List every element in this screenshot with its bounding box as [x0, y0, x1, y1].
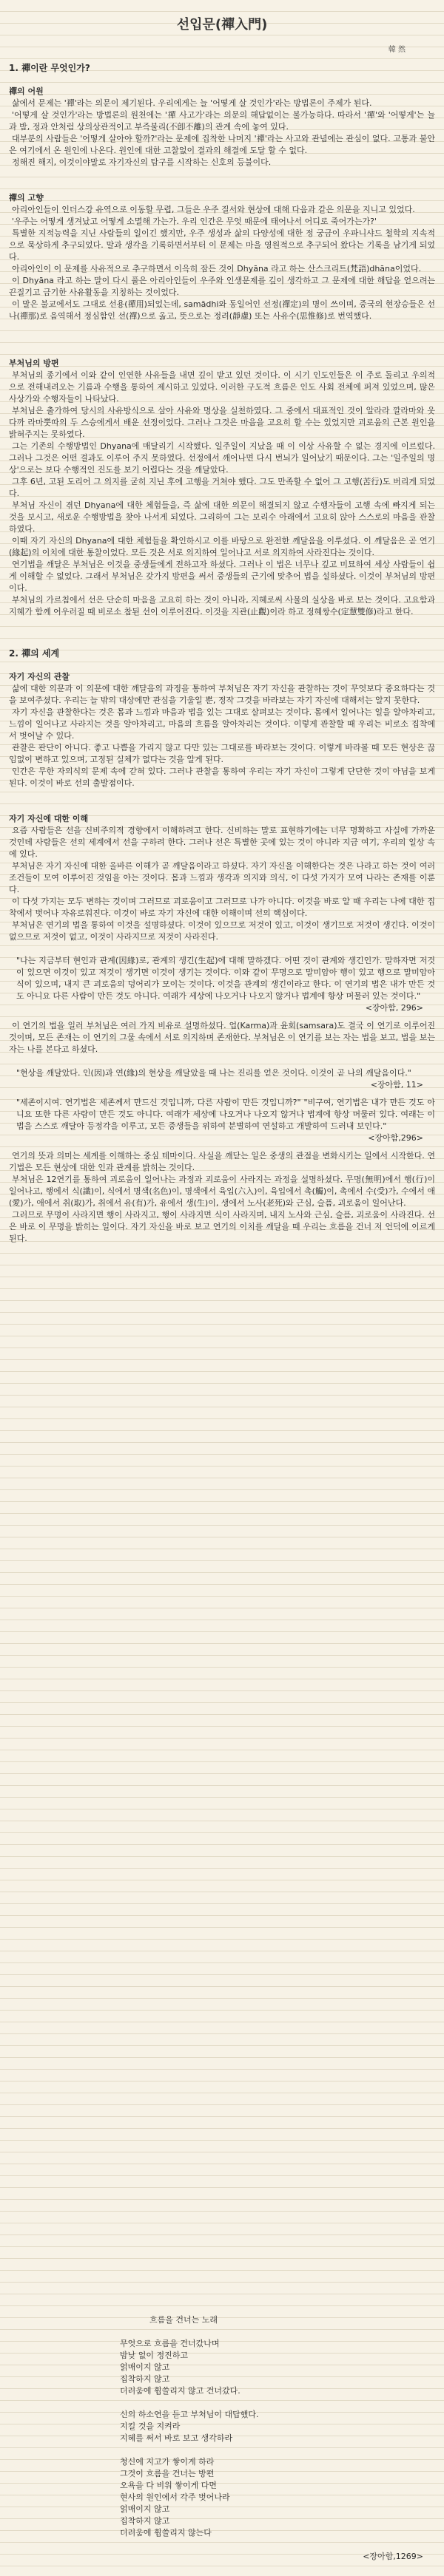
subsection-heading: 禪의 고향 — [9, 193, 44, 203]
paragraph: 그는 기존의 수행방법인 Dhyana에 매달리기 시작했다. 일주일이 지났을 때 이 이상 사유할 수 없는 경지에 이르렀다. 그러나 그것은 어떤 결과도 이루어 주지 못하였다. 선정에서 깨어나면 다시 번뇌가 일어났기 때문이다. 그는 '일주일의 명상'으로는 보다 수행적인 진도를 보기 어렵다는 것을 깨달았다. — [9, 441, 435, 475]
paragraph: 삶에 대한 의문과 이 의문에 대한 깨달음의 과정을 통하여 부처님은 자기 자신을 관찰하는 것이 무엇보다 중요하다는 것을 보여주셨다. 우리는 늘 밖의 대상에만 관심을 기울일 뿐, 정작 그것을 바라보는 자기 자신에 대해서는 알지 못한다. — [9, 684, 435, 705]
sutra-quote — [9, 1067, 435, 1079]
poem-line: 그것이 흐름을 건너는 방편 — [120, 2469, 215, 2478]
poem-line: 지혜를 써서 바로 보고 생각하라 — [120, 2433, 233, 2443]
poem-line: 더러움에 휩쓸리지 않는다 — [120, 2528, 212, 2538]
paragraph: 부처님은 출가하여 당시의 사유방식으로 삼아 사유와 명상을 실천하였다. 그 중에서 대표적인 것이 알라라 깔라마와 웃다까 라마뿟따의 두 스승에게서 배운 선정이었다. 그러나 그것은 마음을 고요히 할 수는 있었지만 괴로움의 근본 원인을 밝혀주지는 못하였다. — [9, 406, 435, 439]
poem-line: 오욕을 다 비워 쌓이게 다면 — [120, 2481, 217, 2490]
poem-line: 더러움에 휩쓸리지 않고 건너갔다. — [120, 2386, 240, 2396]
section-heading-2: 2. 禪의 세계 — [9, 648, 60, 659]
paragraph: 부처님의 가르침에서 선은 단순히 마음을 고요히 하는 것이 아니라, 지혜로써 사물의 실상을 바로 보는 것이다. 고요함과 지혜가 함께 어우러질 때 비로소 참된 선이 이루어진다. 이것을 지관(止觀)이라 하고 정혜쌍수(定慧雙修)라고 한다. — [9, 595, 435, 616]
poem-line: 밤낮 없이 정진하고 — [120, 2351, 189, 2360]
document-title: 선입문(禪入門) — [176, 17, 268, 33]
paragraph: 연기의 뜻과 의미는 세계를 이해하는 중심 테마이다. 사실을 깨닫는 일은 중생의 관점을 변화시키는 일에서 시작한다. 연기법은 모든 현상에 대한 인과 관계를 밝히는 것이다. — [9, 1151, 435, 1172]
poem-line: 무엇으로 흐름을 건너갔나며 — [120, 2339, 220, 2348]
poem-line: 얽매이지 않고 — [120, 2362, 170, 2372]
paragraph: 부처님은 자기 자신에 대한 올바른 이해가 곧 깨달음이라고 하셨다. 자기 자신을 이해한다는 것은 나라고 하는 것이 여러 조건들이 모여 이루어진 것임을 아는 것이다. 몸과 느낌과 생각과 의지와 의식, 이 다섯 가지가 모여 나라는 존재를 이룬다. — [9, 861, 435, 894]
poem-line: 지킬 것을 지켜라 — [120, 2422, 181, 2431]
paragraph: 이 말은 불교에서도 그대로 선용(禪用)되었는데, samādhi와 동일어인 선정(禪定)의 명이 쓰이며, 중국의 현장승들은 선나(禪那)로 음역해서 정심함인 선(禪)으로 옮고, 뜻으로는 정려(靜慮) 또는 사유수(思惟修)로 번역했다. — [9, 299, 435, 321]
paragraph: 부처님의 종기에서 이와 같이 인연한 사유들을 내면 깊이 받고 있던 것이다. 이 시기 인도인들은 이 주로 돌리고 우의적으로 전해내려오는 기름과 수행을 통하여 제시하고 있었다. 이러한 구도적 흐름은 인도 사회 전체에 퍼져 있었으며, 많은 사상가와 수행자들이 나타났다. — [9, 370, 435, 404]
quote-text: "현상을 깨달았다. 인(因)과 연(緣)의 현상을 깨달았을 때 나는 진리를 얻은 것이다. 이것이 곧 나의 깨달음이다." — [16, 1068, 411, 1078]
paragraph: 부처님은 12연기를 통하여 괴로움이 일어나는 과정과 괴로움이 사라지는 과정을 설명하셨다. 무명(無明)에서 행(行)이 일어나고, 행에서 식(識)이, 식에서 명색(名色)이, 명색에서 육입(六入)이, 육입에서 촉(觸)이, 촉에서 수(受)가, 수에서 애(愛)가, 애에서 취(取)가, 취에서 유(有)가, 유에서 생(生)이, 생에서 노사(老死)와 근심, 슬픔, 괴로움이 일어난다. — [9, 1175, 436, 1208]
quote-citation: <장아함, 296> — [365, 1003, 423, 1013]
paragraph: 그후 6년, 고된 도리어 그 의지를 굳히 지닌 후에 고행을 거쳐야 했다. 그도 만족할 수 없어 그 고행(苦行)도 버리게 되었다. — [9, 477, 435, 498]
paragraph: '우주는 어떻게 생겨났고 어떻게 소멸해 가는가. 우리 인간은 무엇 때문에 태어나서 어디로 죽어가는가?' — [12, 217, 377, 226]
paragraph: 인간은 무한 자의식의 문제 속에 갇혀 있다. 그러나 관찰을 통하여 우리는 자기 자신이 그렇게 단단한 것이 아님을 보게 된다. 이것이 바로 선의 출발점이다. — [9, 767, 435, 788]
poem-line: 집착하지 않고 — [120, 2516, 170, 2526]
poem-title: 흐름을 건너는 노래 — [149, 2315, 218, 2325]
quote-text: "세존이시여. 연기법은 세존께서 만드신 것입니까, 다른 사람이 만든 것입니까?" "비구여, 연기법은 내가 만든 것도 아니요 또한 다른 사람이 만든 것도 아니다. 여래가 세상에 나오거나 나오지 않거나 법계에 항상 머물러 있다. 여래는 이 법을 스스로 깨달아 등정각을 이루고, 모든 중생들을 위하여 분별하여 연설하고 개발하여 드러내 보인다." — [16, 1098, 435, 1131]
subsection-heading: 자기 자신에 대한 이해 — [9, 814, 89, 823]
paragraph: 연기법을 깨달은 부처님은 이것을 중생들에게 전하고자 하셨다. 그러나 이 법은 너무나 깊고 미묘하여 세상 사람들이 쉽게 이해할 수 없었다. 그래서 부처님은 갖가지 방편을 써서 중생들의 근기에 맞추어 법을 설하셨다. 이것이 부처님의 방편이다. — [9, 560, 435, 593]
poem-citation: <장아함,1269> — [363, 2552, 423, 2561]
quote-text: "나는 지금부터 현인과 관계(因緣)로, 관계의 생긴(生起)에 대해 말하겠다. 어떤 것이 관계와 생긴인가. 말하자면 저것이 있으면 이것이 있고 저것이 생기면 이것이 생기는 것이다. 이와 같이 무명으로 말미암아 행이 있고 행으로 말미암아 식이 있으며, 내지 큰 괴로움의 덩어리가 모이는 것이다. 이것을 관계의 생긴이라고 한다. 이 연기의 법은 내가 만든 것도 아니요 다른 사람이 만든 것도 아니다. 여래가 세상에 나오거나 나오지 않거나 법계에 항상 머물러 있는 것이다." — [16, 956, 435, 1001]
paragraph: 아리아인들이 인더스강 유역으로 이동할 무렵, 그들은 우주 질서와 현상에 대해 다음과 같은 의문을 지니고 있었다. — [12, 205, 415, 214]
poem-stanza — [120, 2456, 435, 2539]
paragraph: 부처님은 연기의 법을 통하여 이것을 설명하셨다. 이것이 있으므로 저것이 있고, 이것이 생기므로 저것이 생긴다. 이것이 없으므로 저것이 없고, 이것이 사라지므로 저것이 사라진다. — [9, 920, 435, 942]
paragraph: 관찰은 판단이 아니다. 좋고 나쁨을 가리지 않고 다만 있는 그대로를 바라보는 것이다. 이렇게 바라볼 때 모든 현상은 끊임없이 변하고 있으며, 고정된 실체가 없다는 것을 알게 된다. — [9, 743, 435, 764]
document-body — [9, 10, 435, 1245]
poem-line: 청신에 지고가 쌓이게 하라 — [120, 2457, 215, 2467]
paragraph: 이 연기의 법을 일러 부처님은 여러 가지 비유로 설명하셨다. 업(Karma)과 윤회(samsara)도 결국 이 연기로 이루어진 것이며, 모든 존재는 이 연기의 그물 속에서 서로 의지하며 존재한다. 부처님은 이 연기를 보는 자는 법을 보고, 법을 보는 자는 나를 본다고 하셨다. — [9, 1021, 435, 1054]
paragraph: 대부분의 사람들은 '어떻게 살아야 할까?'라는 문제에 집착한 나머지 '禪'라는 사고와 관념에는 관심이 없다. 고통과 불안은 여기에서 온 원인에 나온다. 원인에 대한 고찰없이 결과의 해결에 도달 할 수 없다. — [9, 134, 435, 155]
paragraph: 그러므로 무명이 사라지면 행이 사라지고, 행이 사라지면 식이 사라지며, 내지 노사와 근심, 슬픔, 괴로움이 사라진다. 선은 바로 이 무명을 밝히는 일이다. 자기 자신을 바로 보고 연기의 이치를 깨달을 때 우리는 흐름을 건너 저 언덕에 이르게 된다. — [9, 1210, 435, 1243]
poem — [9, 2314, 435, 2551]
paragraph: '어떻게 살 것인가'라는 방법론의 원천에는 '禪 사고가'라는 의문의 해답없이는 불가능하다. 따라서 '禪'와 '어떻게'는 늘과 밤, 정과 안처럼 상의상관적이고 부즉불리(不卽不離)의 관계 속에 놓여 있다. — [9, 110, 435, 132]
poem-line: 신의 하소연을 듣고 부처님이 대답했다. — [120, 2410, 259, 2419]
paragraph: 정해진 해지, 이것이야말로 자기자신의 탐구를 시작하는 신호의 등불이다. — [12, 157, 272, 167]
paragraph: 특별한 지적능력을 지닌 사람들의 일이긴 했지만, 우주 생성과 삶의 다양성에 대한 정 궁금이 우파니샤드 철학의 지속적으로 묵상하게 추구되었다. 말과 생각을 기록하면서부터 이 문제는 마을 영원적으로 추구되어 왔다는 기록을 남기게 되었다. — [9, 228, 435, 262]
subsection-heading: 禪의 어원 — [9, 86, 44, 96]
poem-stanza — [120, 2338, 435, 2397]
paragraph: 요즘 사람들은 선을 신비주의적 경향에서 이해하려고 한다. 신비하는 말로 표현하기에는 너무 명확하고 사실에 가까운 것인데 사람들은 선의 세계에서 선을 구하려 한다. 그러나 선은 특별한 곳에 있는 것이 아니라 지금 여기, 우리의 일상 속에 있다. — [9, 826, 435, 859]
quote-citation: <장아함,296> — [368, 1133, 423, 1143]
subsection-heading: 자기 자신의 관찰 — [9, 672, 70, 682]
poem-line: 현사의 원인에서 각주 벗어나라 — [120, 2492, 230, 2502]
document-author: 韓 然 — [388, 46, 406, 54]
paragraph: 아리아인이 이 문제를 사유적으로 추구하면서 이윽히 잠든 것이 Dhyāna 라고 하는 산스크리트(梵語)dhāna이었다. — [12, 264, 422, 273]
sutra-quote — [9, 1097, 435, 1132]
sutra-quote — [9, 955, 435, 1002]
subsection-heading: 부처님의 방편 — [9, 358, 59, 368]
poem-stanza — [120, 2409, 435, 2444]
poem-line: 집착하지 않고 — [120, 2374, 170, 2384]
paragraph: 부처님 자신이 겪던 Dhyana에 대한 체험들을, 즉 삶에 대한 의문이 해결되지 않고 수행자들이 고행 속에 빠지게 되는 것을 보시고, 새로운 수행방법을 찾아 나서게 되었다. 그리하여 그는 보리수 아래에서 고요히 앉아 스스로의 마음을 관찰하였다. — [9, 500, 435, 534]
section-heading-1: 1. 禪이란 무엇인가? — [9, 63, 90, 73]
paragraph: 이때 자기 자신의 Dhyana에 대한 체험들을 확인하시고 이를 바탕으로 완전한 깨달음을 이루셨다. 이 깨달음은 곧 연기(緣起)의 이치에 대한 통찰이었다. 모든 것은 서로 의지하여 일어나고 서로 의지하여 사라진다는 것이다. — [9, 536, 435, 557]
poem-line: 얽매이지 않고 — [120, 2504, 170, 2514]
paragraph: 이 Dhyāna 라고 하는 말이 다시 풀은 아리아인들이 우주와 인생문제를 깊이 생각하고 그 문제에 대한 해답을 얻으려는 끈질기고 금기한 사유활동을 지칭하는 것이었다. — [9, 276, 435, 297]
paragraph: 자기 자신을 관찰한다는 것은 몸과 느낌과 마음과 법을 있는 그대로 살펴보는 것이다. 몸에서 일어나는 일을 알아차리고, 느낌이 일어나고 사라지는 것을 알아차리고, 마음의 흐름을 알아차리는 것이다. 이렇게 관찰할 때 우리는 비로소 집착에서 벗어날 수 있다. — [9, 707, 435, 741]
quote-citation: <장아함, 11> — [370, 1080, 423, 1090]
paragraph: 이 다섯 가지는 모두 변하는 것이며 그러므로 괴로움이고 그러므로 나가 아니다. 이것을 바로 알 때 우리는 나에 대한 집착에서 벗어나 자유로워진다. 이것이 바로 자기 자신에 대한 이해이며 선의 핵심이다. — [9, 897, 435, 918]
paragraph: 삶에서 문제는 '禪'라는 의문이 제기된다. 우리에게는 늘 '어떻게 살 것인가'라는 방법론이 주제가 된다. — [12, 98, 372, 108]
